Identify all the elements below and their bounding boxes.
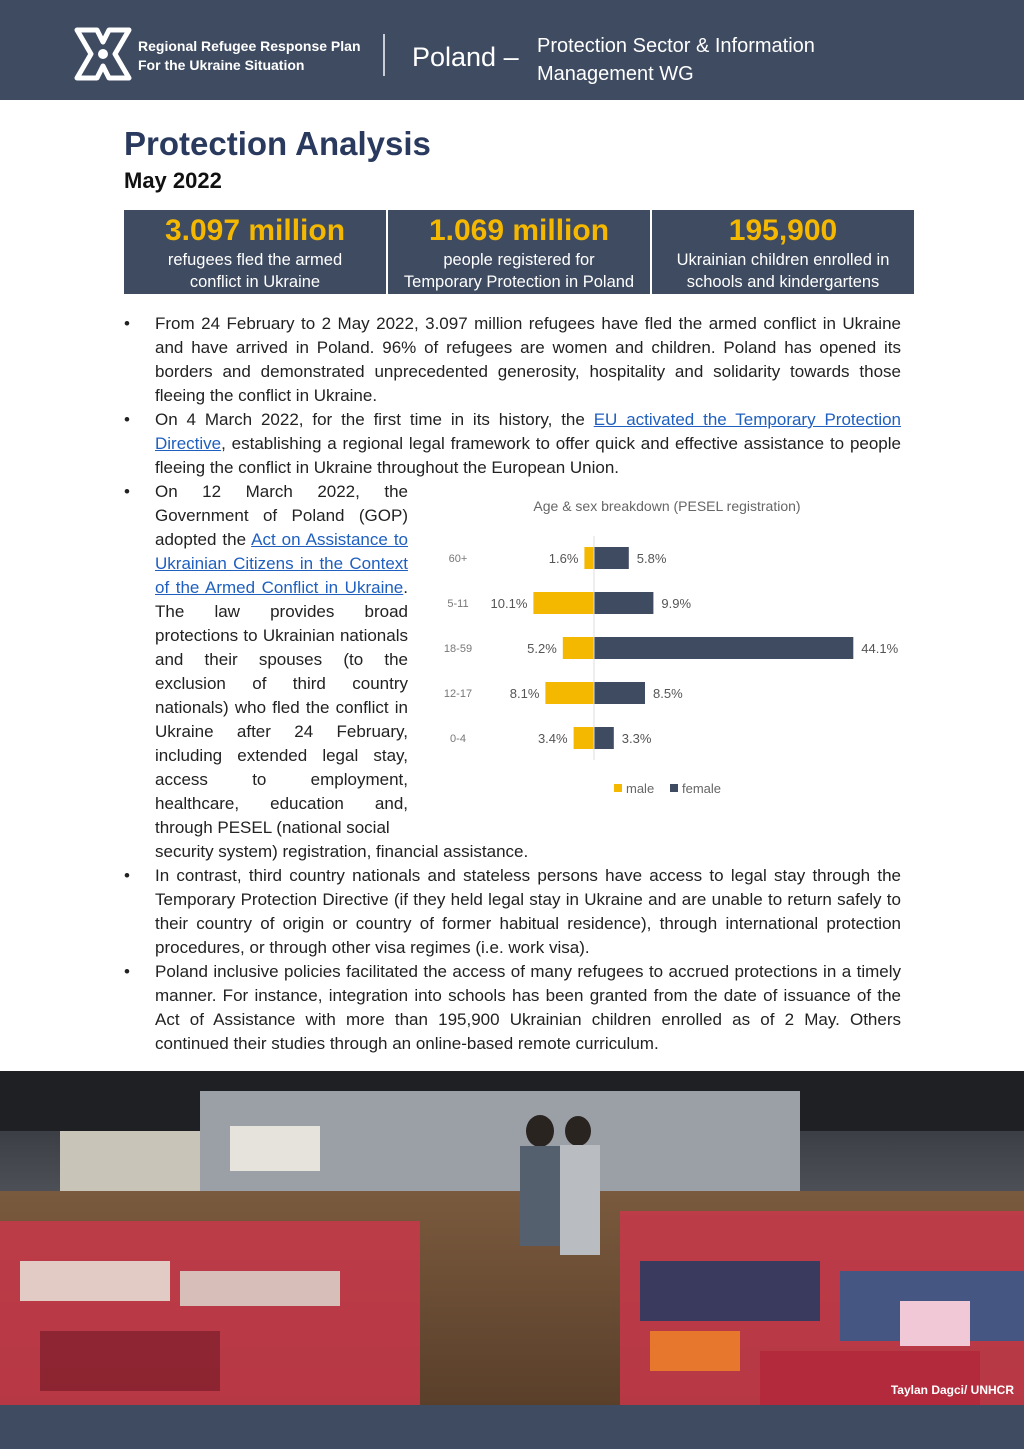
bar-female <box>594 637 853 659</box>
bullet-text: On 4 March 2022, for the first time in its history, the <box>155 410 594 429</box>
shelter-photo-image <box>0 1071 1024 1405</box>
header-banner <box>0 0 1024 100</box>
bar-female <box>594 592 653 614</box>
bar-male <box>574 727 594 749</box>
data-label-male: 8.1% <box>509 686 540 701</box>
data-label-female: 3.3% <box>621 731 652 746</box>
bullet-item <box>124 408 901 480</box>
bullet-item <box>124 312 901 408</box>
stat-refugees <box>124 210 388 294</box>
bullet-text: On 12 March 2022, the Government of Poland (GOP) adopted the <box>155 482 408 549</box>
working-group-line2: Management WG <box>537 63 694 85</box>
stat-label <box>124 249 386 293</box>
stat-value: 195,900 <box>728 214 838 247</box>
bar-female <box>594 547 629 569</box>
bar-female <box>594 727 614 749</box>
legend-swatch-female <box>670 784 678 792</box>
stat-children <box>652 210 914 294</box>
report-date: May 2022 <box>124 168 222 193</box>
key-figures-panel <box>124 210 914 294</box>
stat-label-line: refugees fled the armed <box>167 251 343 269</box>
act-on-assistance-link[interactable]: Act on Assistance to Ukrainian Citizens in the Context of the Armed Conflict in Ukraine <box>155 530 408 597</box>
data-label-male: 3.4% <box>537 731 568 746</box>
bullet-text: From 24 February to 2 May 2022, 3.097 million refugees have fled the armed conflict in Ukraine and have arrived in Poland. 96% of refugees are women and children. Poland has opened its borders and demonstrated unprecedented generosity, hospitality and solidarity towards those fleeing the conflict in Ukraine. <box>155 314 901 405</box>
bullet-text: Poland inclusive policies facilitated the access of many refugees to accrued protections in a timely manner. For instance, integration into schools has been granted from the date of issuance of the Act of Assistance with more than 195,900 Ukrainian children enrolled as of 2 May. Others continued their studies through an online-based remote curriculum. <box>155 962 901 1053</box>
bar-female <box>594 682 645 704</box>
page-title: Protection Analysis <box>124 125 431 162</box>
bullet-text: . The law provides broad protections to Ukrainian nationals and their spouses (to the exclusion of third country nationals) who fled the conflict in Ukraine after 24 February, including extended legal stay, access to employment, healthcare, education and, through PESEL (national social <box>155 578 408 837</box>
photo-credit: Taylan Dagci/ UNHCR <box>890 1383 1014 1397</box>
category-label: 60+ <box>448 553 468 565</box>
shelter-photo <box>0 1071 1024 1405</box>
stat-label-line: Ukrainian children enrolled in <box>676 251 890 269</box>
chart-plot <box>428 492 908 812</box>
bullet-text: security system) registration, financial assistance. <box>155 842 529 861</box>
bar-male <box>584 547 594 569</box>
stat-label <box>388 249 650 293</box>
data-label-female: 9.9% <box>661 596 692 611</box>
stat-label-line: schools and kindergartens <box>686 273 880 291</box>
legend-label-female: female <box>682 781 722 796</box>
stat-label <box>652 249 914 293</box>
data-label-male: 10.1% <box>490 596 528 611</box>
stat-value: 3.097 million <box>164 214 346 247</box>
country-label: Poland – <box>412 42 519 72</box>
category-label: 12-17 <box>443 688 473 700</box>
bullet-text: , establishing a regional legal framework to offer quick and effective assistance to people fleeing the conflict in Ukraine throughout the European Union. <box>155 434 901 477</box>
chart-title: Age & sex breakdown (PESEL registration) <box>533 498 801 514</box>
bullet-item <box>124 864 901 960</box>
temporary-protection-directive-link[interactable]: EU activated the Temporary Protection Directive <box>155 410 902 453</box>
stat-value: 1.069 million <box>428 214 610 247</box>
category-label: 0-4 <box>450 733 466 745</box>
bullet-text: In contrast, third country nationals and stateless persons have access to legal stay through the Temporary Protection Directive (if they held legal stay in Ukraine and are unable to return safely to their country of origin or country of former habitual residence), through international protection procedures, or through other visa regimes (i.e. work visa). <box>155 866 901 957</box>
working-group-label <box>537 32 877 88</box>
bar-male <box>533 592 594 614</box>
legend-label-male: male <box>626 781 655 796</box>
stat-label-line: conflict in Ukraine <box>189 273 321 291</box>
org-name-line2: For the Ukraine Situation <box>138 57 305 73</box>
stat-registered <box>388 210 652 294</box>
stat-label-line: people registered for <box>443 251 595 269</box>
data-label-female: 5.8% <box>636 551 667 566</box>
bullet-item <box>124 960 901 1056</box>
header-divider <box>383 34 385 76</box>
data-label-female: 8.5% <box>653 686 683 701</box>
data-label-male: 5.2% <box>527 641 557 656</box>
org-name <box>138 37 361 75</box>
bar-male <box>545 682 594 704</box>
data-label-female: 44.1% <box>861 641 899 656</box>
age-sex-chart <box>428 492 908 812</box>
legend-swatch-male <box>614 784 622 792</box>
stat-label-line: Temporary Protection in Poland <box>403 273 635 291</box>
bullet-body <box>155 480 408 840</box>
category-label: 18-59 <box>443 643 473 655</box>
working-group-line1: Protection Sector & Information <box>537 35 815 57</box>
org-name-line1: Regional Refugee Response Plan <box>138 38 361 54</box>
category-label: 5-11 <box>447 598 469 610</box>
bar-male <box>563 637 594 659</box>
data-label-male: 1.6% <box>548 551 579 566</box>
rrp-logo-icon <box>73 24 133 84</box>
footer-banner <box>0 1405 1024 1449</box>
